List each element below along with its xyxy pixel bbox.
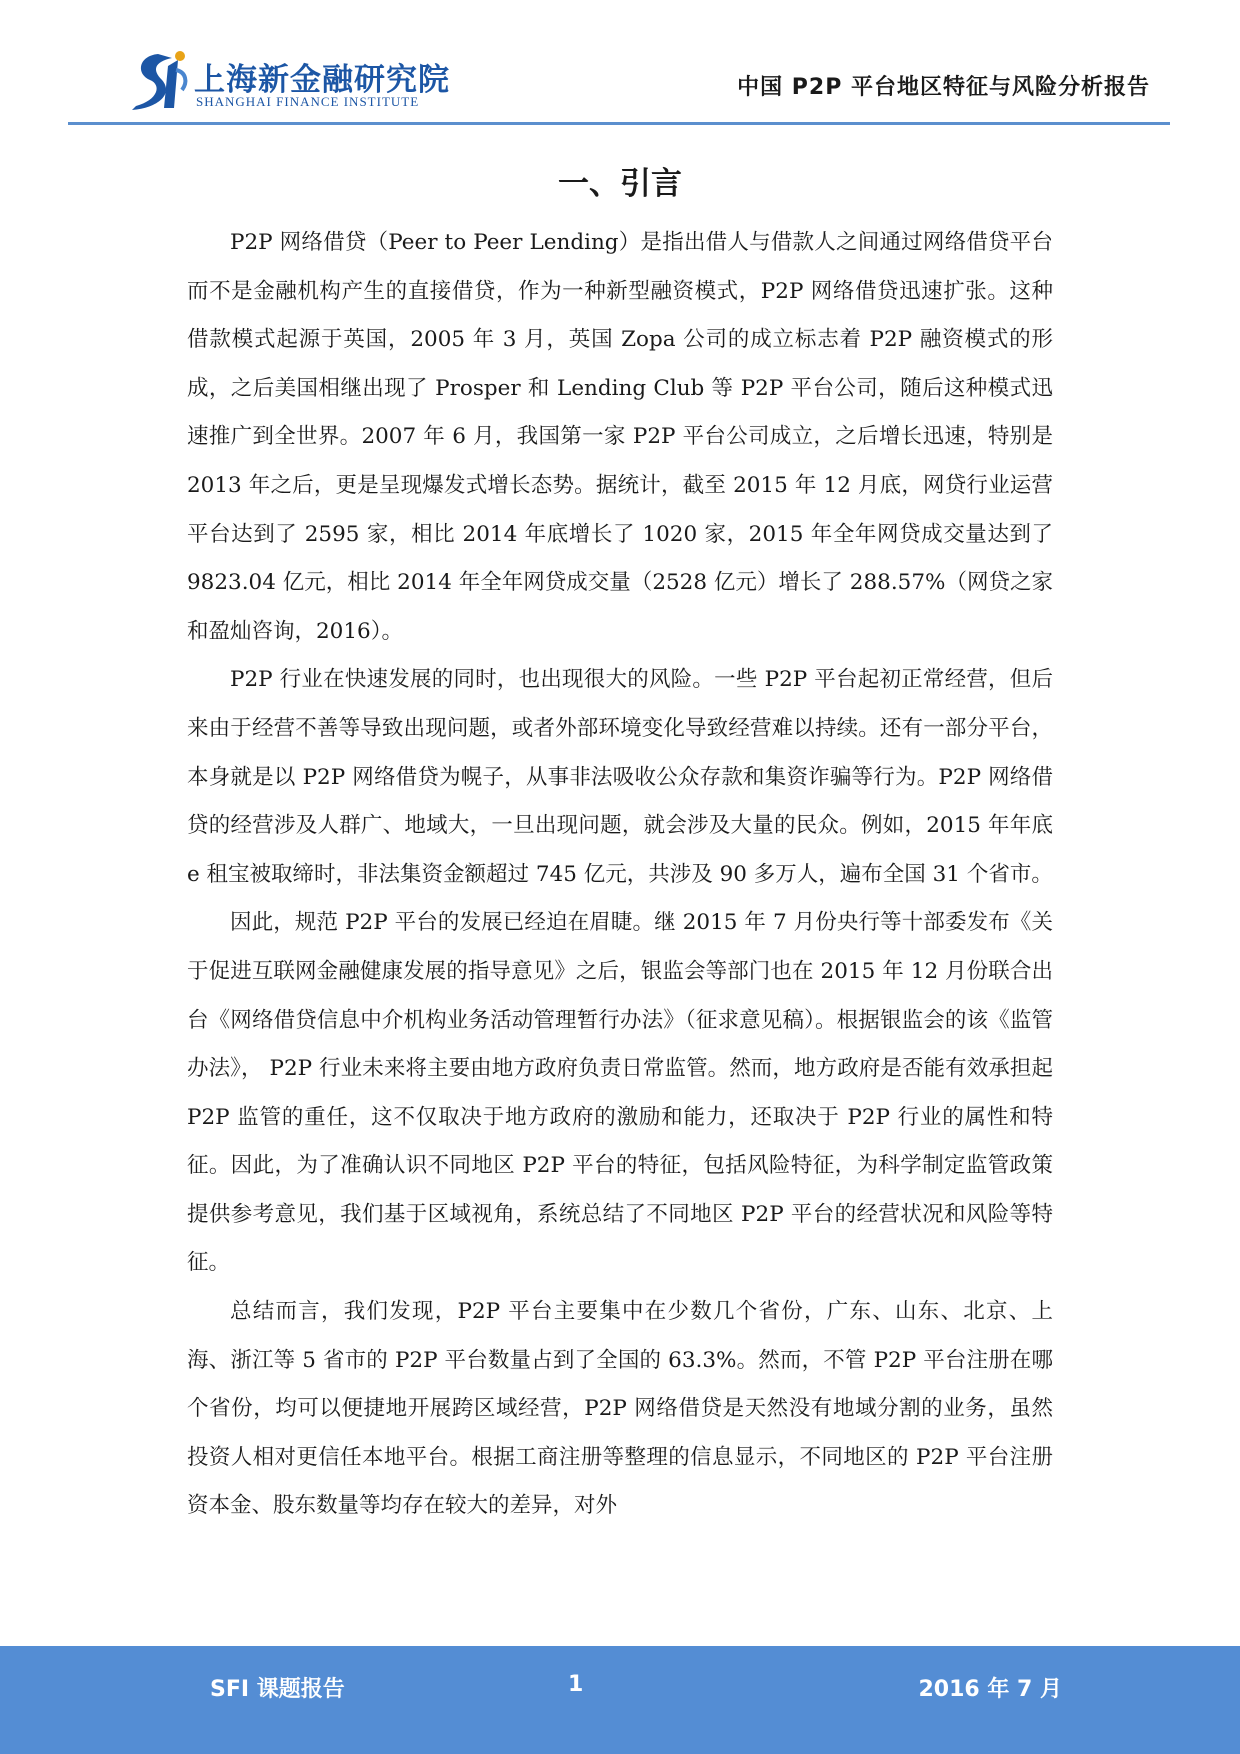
- body-text: [187, 219, 1053, 1531]
- logo-chinese-name: 上海新金融研究院: [194, 62, 450, 98]
- sfi-logo: [128, 48, 468, 114]
- sfi-logo-icon: [128, 48, 194, 114]
- footer-report-label: SFI 课题报告: [210, 1677, 345, 1702]
- page-header: [68, 40, 1170, 125]
- page-number: 1: [568, 1672, 584, 1697]
- page-footer: [0, 1646, 1240, 1754]
- paragraph-1: P2P 网络借贷（Peer to Peer Lending）是指出借人与借款人之间通过网络借贷平台而不是金融机构产生的直接借贷，作为一种新型融资模式，P2P 网络借贷迅速扩张。这种借款模式起源于英国，2005 年 3 月，英国 Zopa 公司的成立标志着 P2P 融资模式的形成，之后美国相继出现了 Prosper 和 Lending Club 等 P2P 平台公司，随后这种模式迅速推广到全世界。2007 年 6 月，我国第一家 P2P 平台公司成立，之后增长迅速，特别是 2013 年之后，更是呈现爆发式增长态势。据统计，截至 2015 年 12 月底，网贷行业运营平台达到了 2595 家，相比 2014 年底增长了 1020 家，2015 年全年网贷成交量达到了 9823.04 亿元，相比 2014 年全年网贷成交量（2528 亿元）增长了 288.57%（网贷之家和盈灿咨询，2016）。: [187, 230, 1053, 644]
- section-heading: 一、引言: [558, 166, 682, 202]
- paragraph-2: P2P 行业在快速发展的同时，也出现很大的风险。一些 P2P 平台起初正常经营，但后来由于经营不善等导致出现问题，或者外部环境变化导致经营难以持续。还有一部分平台，本身就是以 P2P 网络借贷为幌子，从事非法吸收公众存款和集资诈骗等行为。P2P 网络借贷的经营涉及人群广、地域大，一旦出现问题，就会涉及大量的民众。例如，2015 年年底 e 租宝被取缔时，非法集资金额超过 745 亿元，共涉及 90 多万人，遍布全国 31 个省市。: [187, 667, 1053, 887]
- logo-english-name: SHANGHAI FINANCE INSTITUTE: [196, 94, 420, 109]
- paragraph-3: 因此，规范 P2P 平台的发展已经迫在眉睫。继 2015 年 7 月份央行等十部委发布《关于促进互联网金融健康发展的指导意见》之后，银监会等部门也在 2015 年 12 月份联合出台《网络借贷信息中介机构业务活动管理暂行办法》（征求意见稿）。根据银监会的该《监管办法》， P2P 行业未来将主要由地方政府负责日常监管。然而，地方政府是否能有效承担起 P2P 监管的重任，这不仅取决于地方政府的激励和能力，还取决于 P2P 行业的属性和特征。因此，为了准确认识不同地区 P2P 平台的特征，包括风险特征，为科学制定监管政策提供参考意见，我们基于区域视角，系统总结了不同地区 P2P 平台的经营状况和风险等特征。: [187, 910, 1053, 1276]
- report-title: 中国 P2P 平台地区特征与风险分析报告: [737, 75, 1150, 100]
- paragraph-4: 总结而言，我们发现，P2P 平台主要集中在少数几个省份，广东、山东、北京、上海、浙江等 5 省市的 P2P 平台数量占到了全国的 63.3%。然而，不管 P2P 平台注册在哪个省份，均可以便捷地开展跨区域经营，P2P 网络借贷是天然没有地域分割的业务，虽然投资人相对更信任本地平台。根据工商注册等整理的信息显示，不同地区的 P2P 平台注册资本金、股东数量等均存在较大的差异，对外: [187, 1299, 1053, 1519]
- footer-date: 2016 年 7 月: [918, 1677, 1062, 1702]
